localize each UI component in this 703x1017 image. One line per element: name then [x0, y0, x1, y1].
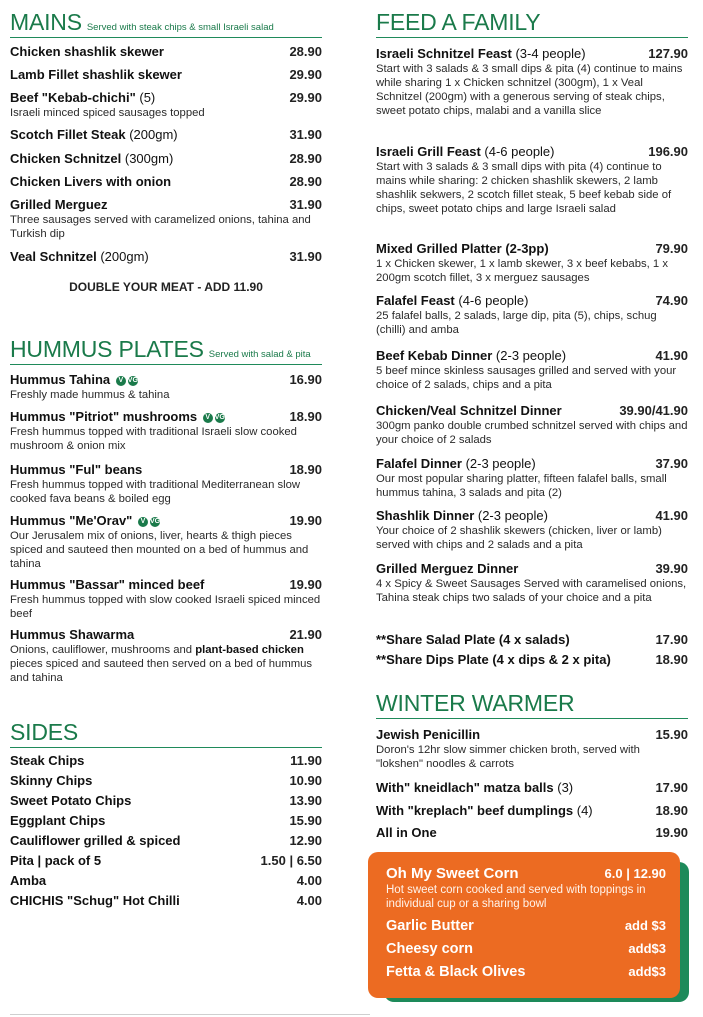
item-description: Your choice of 2 shashlik skewers (chicken, liver or lamb) served with chips and 2 salads and a pita	[376, 525, 662, 551]
item-price: 196.90	[648, 144, 688, 159]
mains-item	[10, 44, 322, 60]
item-price: 41.90	[655, 348, 688, 363]
winter-title: WINTER WARMER	[376, 690, 575, 716]
item-name: Chicken Schnitzel	[10, 151, 122, 166]
item-price: 15.90	[655, 727, 688, 742]
item-description: Israeli minced spiced sausages topped	[10, 107, 205, 119]
side-row	[10, 791, 322, 811]
item-name: Hummus Tahina	[10, 372, 111, 387]
item-price: 1.50 | 6.50	[260, 853, 322, 868]
item-price: 10.90	[289, 773, 322, 788]
vegan-icon: V	[203, 413, 213, 423]
item-suffix: (2-3 people)	[492, 348, 567, 363]
item-name: Mixed Grilled Platter (2-3pp)	[376, 241, 549, 256]
vegan-icon: V	[116, 376, 126, 386]
item-name: Steak Chips	[10, 753, 85, 768]
item-description: Freshly made hummus & tahina	[10, 389, 170, 401]
item-name: **Share Dips Plate (4 x dips & 2 x pita)	[376, 652, 611, 667]
family-item	[376, 561, 688, 605]
item-name: Chicken Livers with onion	[10, 174, 172, 189]
promo-price: 6.0 | 12.90	[604, 866, 666, 881]
item-price: 39.90/41.90	[619, 403, 688, 418]
family-item	[376, 652, 688, 668]
family-item	[376, 144, 688, 216]
item-name: CHICHIS "Schug" Hot Chilli	[10, 893, 180, 908]
item-name: Sweet Potato Chips	[10, 793, 132, 808]
vegetarian-icon: VG	[127, 376, 138, 384]
item-price: 17.90	[655, 632, 688, 647]
item-price: 16.90	[289, 372, 322, 387]
promo-option	[386, 918, 666, 934]
item-name: Grilled Merguez	[10, 197, 108, 212]
family-item	[376, 241, 688, 285]
item-price: 29.90	[289, 90, 322, 105]
item-price: 31.90	[289, 197, 322, 212]
item-price: 31.90	[289, 249, 322, 264]
item-name: Beef Kebab Dinner	[376, 348, 493, 363]
desc-part: pieces spiced and sauteed then served on a bed of hummus and tahina	[10, 658, 313, 684]
hummus-item	[10, 409, 322, 453]
mains-item	[10, 151, 322, 167]
mains-item	[10, 127, 322, 143]
side-row	[10, 771, 322, 791]
item-price: 79.90	[655, 241, 688, 256]
promo-header	[386, 865, 666, 882]
family-item	[376, 46, 688, 118]
item-price: 18.90	[289, 462, 322, 477]
promo-title: Oh My Sweet Corn	[386, 865, 519, 882]
item-price: 18.90	[289, 409, 322, 424]
hummus-subtitle: Served with salad & pita	[208, 349, 311, 360]
item-name: Veal Schnitzel	[10, 249, 97, 264]
item-name: Amba	[10, 873, 47, 888]
side-row	[10, 811, 322, 831]
item-name: With "kreplach" beef dumplings	[376, 803, 574, 818]
vegan-icon: V	[138, 517, 148, 527]
double-meat-note: DOUBLE YOUR MEAT - ADD 11.90	[69, 280, 263, 294]
item-name: Hummus "Bassar" minced beef	[10, 577, 205, 592]
winter-header	[376, 689, 688, 719]
item-name: Hummus "Ful" beans	[10, 462, 143, 477]
winter-item	[376, 825, 688, 841]
family-header	[376, 8, 688, 38]
item-name: Israeli Grill Feast	[376, 144, 481, 159]
side-row	[10, 851, 322, 871]
winter-item	[376, 727, 688, 771]
item-suffix: (2-3 people)	[461, 456, 536, 471]
family-item	[376, 456, 688, 500]
item-description: Our most popular sharing platter, fifteen falafel balls, small hummus tahina, 3 salads and pita (2)	[376, 473, 667, 499]
hummus-title: HUMMUS PLATES	[10, 336, 204, 362]
mains-item	[10, 90, 322, 120]
item-description: Fresh hummus topped with traditional Israeli slow cooked mushroom & onion mix	[10, 426, 297, 452]
item-description: 300gm panko double crumbed schnitzel served with chips and your choice of 2 salads	[376, 420, 688, 446]
item-description: Our Jerusalem mix of onions, liver, hearts & thigh pieces spiced and sauteed then mounted on a bed of hummus and tahina	[10, 530, 309, 570]
hummus-header	[10, 335, 322, 365]
hummus-item	[10, 627, 322, 685]
item-price: 19.90	[289, 513, 322, 528]
item-name: Pita | pack of 5	[10, 853, 102, 868]
item-name: Jewish Penicillin	[376, 727, 481, 742]
item-name: Skinny Chips	[10, 773, 93, 788]
sides-header	[10, 718, 322, 748]
vegetarian-icon: VG	[214, 413, 225, 421]
item-name: Falafel Dinner	[376, 456, 462, 471]
item-description: Start with 3 salads & 3 small dips with pita (4) continue to mains while sharing: 2 chicken shashlik skewers, 2 lamb shashlik sekwers, 2 scotch fillet steak, 5 beef kebab side of chips, sweet potato chips and large Israeli salad	[376, 161, 672, 215]
item-price: 19.90	[655, 825, 688, 840]
item-price: 19.90	[289, 577, 322, 592]
mains-subtitle: Served with steak chips & small Israeli salad	[86, 22, 274, 33]
hummus-item	[10, 513, 322, 571]
side-row	[10, 871, 322, 891]
item-price: 28.90	[289, 44, 322, 59]
promo-description: Hot sweet corn cooked and served with toppings in individual cup or a sharing bowl	[386, 884, 646, 910]
item-price: 37.90	[655, 456, 688, 471]
option-name: Cheesy corn	[386, 941, 474, 957]
item-name: All in One	[376, 825, 437, 840]
bottom-divider	[10, 1014, 370, 1015]
item-description: 1 x Chicken skewer, 1 x lamb skewer, 3 x beef kebabs, 1 x 200gm scotch fillet, 3 x merguez sausages	[376, 258, 668, 284]
mains-header	[10, 8, 322, 38]
item-name: Grilled Merguez Dinner	[376, 561, 519, 576]
item-suffix: (4-6 people)	[480, 144, 555, 159]
item-suffix: (2-3 people)	[474, 508, 548, 523]
item-suffix: (5)	[135, 90, 156, 105]
item-name: Shashlik Dinner	[376, 508, 475, 523]
item-description: Doron's 12hr slow simmer chicken broth, served with "lokshen" noodles & carrots	[376, 744, 640, 770]
item-description: Start with 3 salads & 3 small dips & pita (4) continue to mains while sharing 1 x Chicken schnitzel (300gm), 1 x Veal Schnitzel (200gm) with a generous serving of steak chips, sweet potato chips, malabi and a vanilla slice	[376, 63, 683, 117]
promo-option	[386, 941, 666, 957]
item-name: Lamb Fillet shashlik skewer	[10, 67, 182, 82]
option-price: add$3	[628, 941, 666, 956]
item-name: **Share Salad Plate (4 x salads)	[376, 632, 570, 647]
family-title: FEED A FAMILY	[376, 9, 541, 35]
item-suffix: (3)	[553, 780, 574, 795]
option-name: Fetta & Black Olives	[386, 964, 526, 980]
item-price: 21.90	[289, 627, 322, 642]
item-description: 4 x Spicy & Sweet Sausages Served with caramelised onions, Tahina steak chips two salads of your choice and a pita	[376, 578, 687, 604]
side-row	[10, 831, 322, 851]
item-name: Falafel Feast	[376, 293, 455, 308]
item-price: 29.90	[289, 67, 322, 82]
item-price: 18.90	[655, 652, 688, 667]
item-name: Hummus "Me'Orav"	[10, 513, 133, 528]
mains-item	[10, 249, 322, 265]
item-price: 74.90	[655, 293, 688, 308]
promo-option	[386, 964, 666, 980]
item-suffix: (200gm)	[96, 249, 149, 264]
item-price: 13.90	[289, 793, 322, 808]
option-name: Garlic Butter	[386, 918, 474, 934]
item-name: Scotch Fillet Steak	[10, 127, 126, 142]
hummus-item	[10, 577, 322, 621]
family-item	[376, 293, 688, 337]
item-description: Fresh hummus topped with slow cooked Israeli spiced minced beef	[10, 594, 321, 620]
item-description	[10, 643, 322, 685]
side-row	[10, 751, 322, 771]
item-price: 28.90	[289, 151, 322, 166]
hummus-item	[10, 462, 322, 506]
item-name: Hummus "Pitriot" mushrooms	[10, 409, 198, 424]
item-suffix: (4-6 people)	[454, 293, 529, 308]
sweet-corn-promo	[368, 852, 680, 998]
hummus-item	[10, 372, 322, 402]
desc-part: Onions, cauliflower, mushrooms and	[10, 644, 196, 656]
item-name: Beef "Kebab-chichi"	[10, 90, 136, 105]
side-row	[10, 891, 322, 911]
desc-highlight: plant-based chicken	[195, 644, 304, 656]
vegetarian-icon: VG	[149, 517, 161, 525]
item-suffix: (3-4 people)	[511, 46, 586, 61]
item-name: Israeli Schnitzel Feast	[376, 46, 512, 61]
item-price: 18.90	[655, 803, 688, 818]
item-price: 17.90	[655, 780, 688, 795]
item-description: Three sausages served with caramelized onions, tahina and Turkish dip	[10, 214, 311, 240]
sides-list	[10, 751, 322, 911]
option-price: add$3	[628, 964, 666, 979]
mains-item	[10, 174, 322, 190]
item-price: 31.90	[289, 127, 322, 142]
item-name: Eggplant Chips	[10, 813, 106, 828]
item-name: Hummus Shawarma	[10, 627, 135, 642]
sides-title: SIDES	[10, 719, 79, 745]
item-name: Chicken shashlik skewer	[10, 44, 164, 59]
item-price: 41.90	[655, 508, 688, 523]
family-item	[376, 508, 688, 552]
item-name: Chicken/Veal Schnitzel Dinner	[376, 403, 562, 418]
item-price: 12.90	[289, 833, 322, 848]
item-price: 28.90	[289, 174, 322, 189]
mains-title: MAINS	[10, 9, 82, 35]
item-suffix: (300gm)	[121, 151, 174, 166]
item-price: 4.00	[296, 893, 322, 908]
item-name: With" kneidlach" matza balls	[376, 780, 554, 795]
item-description: Fresh hummus topped with traditional Mediterranean slow cooked fava beans & boiled egg	[10, 479, 301, 505]
item-price: 127.90	[648, 46, 688, 61]
item-suffix: (200gm)	[125, 127, 178, 142]
item-price: 15.90	[289, 813, 322, 828]
item-price: 11.90	[290, 753, 322, 768]
family-item	[376, 632, 688, 648]
family-item	[376, 403, 688, 447]
item-price: 39.90	[655, 561, 688, 576]
mains-item	[10, 197, 322, 241]
winter-item	[376, 803, 688, 819]
winter-item	[376, 780, 688, 796]
mains-item	[10, 67, 322, 83]
family-item	[376, 348, 688, 392]
item-name: Cauliflower grilled & spiced	[10, 833, 181, 848]
item-price: 4.00	[296, 873, 322, 888]
option-price: add $3	[624, 918, 666, 933]
item-suffix: (4)	[573, 803, 593, 818]
item-description: 5 beef mince skinless sausages grilled and served with your choice of 2 salads, chips and a pita	[376, 365, 677, 391]
item-description: 25 falafel balls, 2 salads, large dip, pita (5), chips, schug (chilli) and amba	[376, 310, 657, 336]
